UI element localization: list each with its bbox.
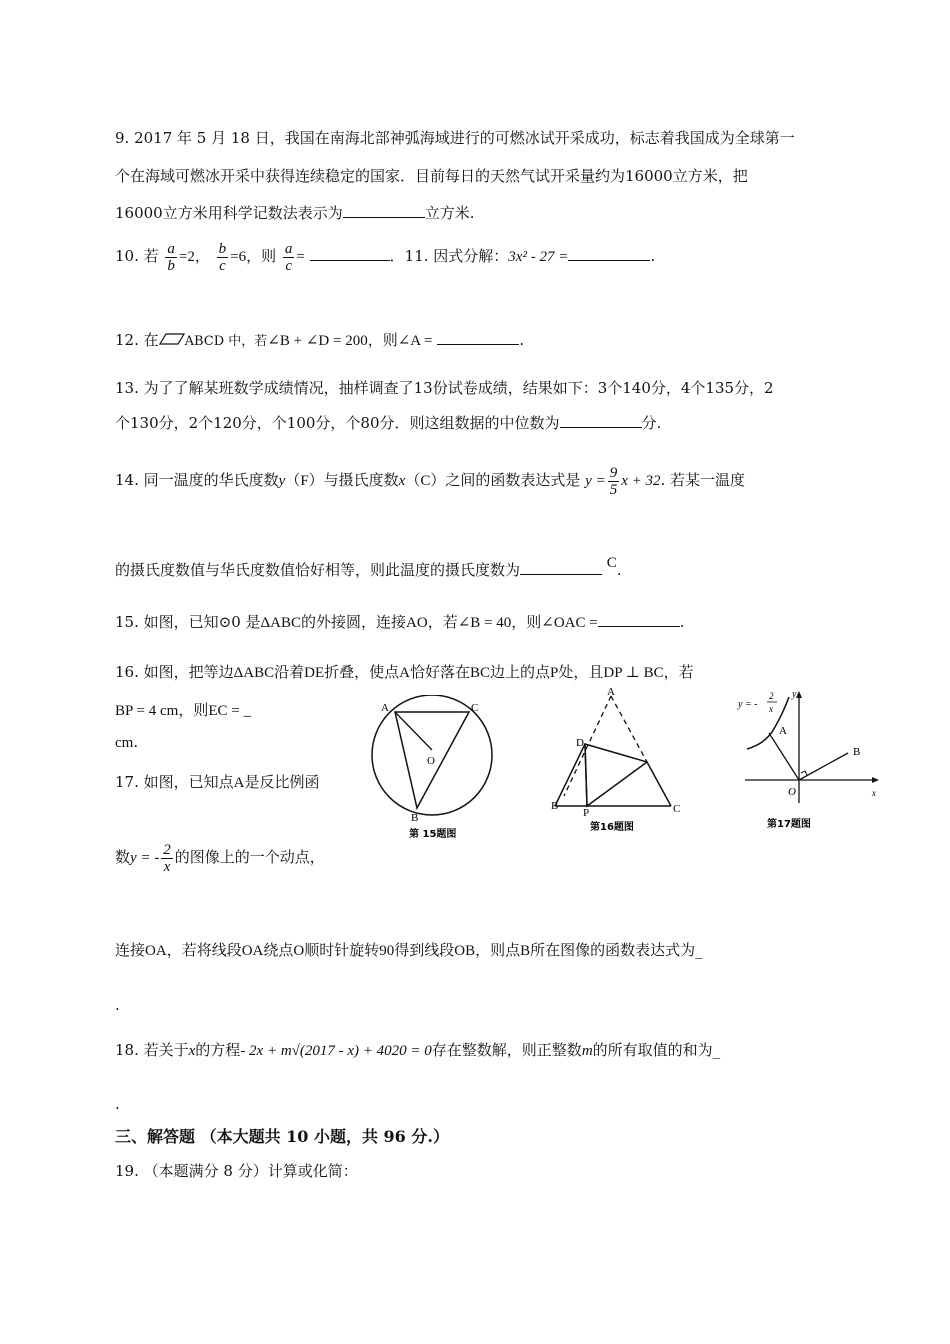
q18-a: 18. 若关于 <box>115 1041 189 1059</box>
x-axis-arrow-icon <box>872 777 879 783</box>
figure-16 <box>547 684 692 836</box>
fraction-b-over-c <box>217 241 229 274</box>
answer-blank[interactable] <box>437 330 519 345</box>
q15-e: ，若 <box>427 613 458 631</box>
label-x: x <box>872 788 876 798</box>
frac-num: a <box>167 240 175 257</box>
q17-OB: OB <box>454 943 476 959</box>
q12-angle-sum: ∠B + ∠D = 200 <box>267 333 368 349</box>
q16-m: ，若 <box>663 663 694 681</box>
q18-line <box>115 1040 720 1061</box>
q17-l3f: ，则点 <box>475 941 521 959</box>
q9-line1: 9. 2017 年 5 月 18 日，我国在南海北部神弧海域进行的可燃冰试开采成功，标志着我国成为全球第一 <box>115 129 795 147</box>
folded-triangle <box>585 744 647 806</box>
q15-AO: AO <box>406 615 428 631</box>
label-A: A <box>779 725 787 737</box>
label-D: D <box>576 737 584 749</box>
label-y: y <box>792 689 797 700</box>
q13-line1: 13. 为了了解某班数学成绩情况，抽样调查了13份试卷成绩，结果如下：3个140分，4个135分，2 <box>115 379 774 397</box>
q9-line3 <box>115 203 475 223</box>
q16-line3 <box>115 732 138 753</box>
q16-P: P <box>550 665 559 681</box>
q16-bp: BP = 4 cm <box>115 703 179 719</box>
y-axis-arrow-icon <box>796 691 802 698</box>
label-A: A <box>607 686 615 698</box>
q10-eq1: =2 <box>178 249 195 265</box>
frac-den: x <box>163 858 171 875</box>
q12-b: ABCD 中，若 <box>184 334 268 349</box>
segment-ec <box>647 762 671 806</box>
q16-DE: DE <box>304 665 325 681</box>
segment-oa <box>769 733 799 780</box>
func-lhs: y = - <box>738 699 758 710</box>
q16-i: 边上的点 <box>490 663 551 681</box>
fraction-9-over-5 <box>608 465 620 498</box>
q16-end: . <box>133 733 139 751</box>
frac-num: b <box>218 240 227 257</box>
label-B: B <box>551 800 559 812</box>
q18-dot: . <box>115 1095 120 1113</box>
q16-k: 处，且 <box>558 663 604 681</box>
segment-ao <box>395 712 432 750</box>
label-B: B <box>411 812 419 824</box>
q17-B: B <box>520 943 531 959</box>
answer-blank[interactable] <box>310 246 390 261</box>
q15-angle-b: ∠B = 40 <box>457 615 512 631</box>
segment-ob <box>799 753 848 780</box>
func-den: x <box>769 704 773 714</box>
q12-a: 12. 在 <box>115 331 159 349</box>
label-C: C <box>673 803 681 815</box>
q15-end: . <box>679 613 685 631</box>
answer-blank[interactable] <box>568 246 650 261</box>
q17-OA1: OA <box>145 943 167 959</box>
q18-x: x <box>188 1043 196 1059</box>
q15-g: ，则 <box>511 613 542 631</box>
q14-unit: C <box>606 555 617 571</box>
q17-O: O <box>293 943 305 959</box>
label-B: B <box>853 746 861 758</box>
q12-end: . <box>519 331 525 349</box>
q13-line2 <box>115 413 661 433</box>
q12-d: ，则 <box>367 331 398 349</box>
frac-num: a <box>284 240 293 257</box>
q12-angle-a: ∠A = <box>397 333 433 349</box>
q17-e: 的图像上的一个动点， <box>174 848 325 866</box>
q15-c: 的外接圆，连接 <box>301 613 407 631</box>
q16-e: 折叠，使点 <box>324 663 400 681</box>
q17-c: 是反比例函 <box>244 773 320 791</box>
q13-unit: 分. <box>641 414 662 432</box>
caption-15: 第 15题图 <box>409 829 457 840</box>
frac-den: c <box>219 257 226 274</box>
q14-d: （ <box>405 471 421 489</box>
label-C: C <box>471 702 479 714</box>
q14-line2 <box>115 555 622 581</box>
section-heading: 三、解答题 （本大题共 10 小题，共 96 分.） <box>115 1127 449 1146</box>
q16-c: 沿着 <box>274 663 305 681</box>
q17-a: 17. 如图，已知点 <box>115 773 234 791</box>
q16-a: 16. 如图，把等边 <box>115 663 234 681</box>
q18-d: 的所有取值的和为_ <box>592 1041 721 1059</box>
fraction-a-over-c <box>283 241 295 274</box>
q9-line2: 个在海域可燃冰开采中获得连续稳定的国家．目前每日的天然气试开采量约为16000立方米，把 <box>115 167 748 185</box>
q17-d: 数 <box>115 848 131 866</box>
q14-a: 14. 同一温度的华氏度数 <box>115 471 279 489</box>
answer-blank[interactable] <box>560 413 642 428</box>
q16-BC: BC <box>470 665 491 681</box>
q16-perp: DP ⊥ BC <box>603 665 664 681</box>
q17-l3b: ，若将线段 <box>166 941 242 959</box>
segment-db <box>555 744 585 806</box>
q17-line1 <box>115 772 319 793</box>
q12-line <box>115 330 524 352</box>
fraction-2-over-x <box>161 842 173 875</box>
segment-dp <box>585 744 587 806</box>
q14-C: C <box>420 473 431 489</box>
q17-expr-lhs: y = - <box>130 850 160 866</box>
figure-15 <box>365 695 505 845</box>
frac-num: 9 <box>609 464 618 481</box>
q14-b: （ <box>285 471 301 489</box>
q17-dot: . <box>115 996 120 1014</box>
q18-c: 存在整数解，则正整数 <box>431 1041 582 1059</box>
caption-17: 第17题图 <box>767 819 811 830</box>
q17-deg: 90 <box>379 943 395 959</box>
q14-f: . 若某一温度 <box>660 471 746 489</box>
q17-line2 <box>115 836 325 879</box>
q14-end: . <box>616 561 622 579</box>
q16-g: 恰好落在 <box>410 663 471 681</box>
q10-then: ，则 <box>246 247 277 265</box>
label-O: O <box>788 786 796 798</box>
q11-end: . <box>650 247 656 265</box>
q15-line <box>115 612 685 633</box>
q11-expr: 3x² - 27 = <box>508 249 569 265</box>
q14-y: y <box>278 473 286 489</box>
q16-line2 <box>115 700 251 721</box>
q17-l3d: 顺时针旋转 <box>304 941 380 959</box>
fraction-a-over-b <box>165 241 177 274</box>
q14-formula-lhs: y = <box>585 473 606 489</box>
frac-den: 5 <box>609 481 618 498</box>
answer-blank[interactable] <box>343 203 425 218</box>
q16-triangle: ΔABC <box>233 665 275 681</box>
q9-line3-text: 16000立方米用科学记数法表示为 <box>115 204 343 222</box>
q9-unit: 立方米. <box>424 204 475 222</box>
right-angle-mark <box>801 771 807 775</box>
q10-eq2: =6 <box>230 249 247 265</box>
q14-x: x <box>398 473 406 489</box>
q10-eq3: = <box>296 249 305 265</box>
q17-l3g: 所在图像的函数表达式为_ <box>530 941 703 959</box>
q14-e: ）之间的函数表达式是 <box>430 471 581 489</box>
q16-line1 <box>115 662 694 683</box>
q15-triangle: ΔABC <box>260 615 302 631</box>
q19-line: 19. （本题满分 8 分）计算或化简： <box>115 1162 358 1180</box>
q17-l3a: 连接 <box>115 941 146 959</box>
q16-ec: EC = _ <box>208 703 251 719</box>
q11-label: ．11. 因式分解： <box>389 247 509 265</box>
q15-a: 15. 如图，已知⊙0 是 <box>115 613 261 631</box>
q10-line: 10. 若 $\frac{a}{b}$ =2， $\frac{b}{c}$ =6，则 $\frac{a}{c}$ = ．11. 因式分解：3x² - 27 = . <box>115 240 656 274</box>
caption-16: 第16题图 <box>590 822 634 833</box>
q14-c: ）与摄氏度数 <box>308 471 399 489</box>
parallelogram-icon <box>159 332 185 346</box>
q14-F: F <box>300 473 309 489</box>
q18-equation: - 2x + m√(2017 - x) + 4020 = 0 <box>240 1043 432 1059</box>
q18-m: m <box>581 1043 593 1059</box>
q17-A: A <box>233 775 245 791</box>
q14-line1 <box>115 458 745 503</box>
q14-line2-text: 的摄氏度数值与华氏度数值恰好相等，则此温度的摄氏度数为 <box>115 561 521 579</box>
figure-17 <box>733 685 883 835</box>
q15-angle-oac: ∠OAC = <box>541 615 598 631</box>
q16-unit: cm <box>115 735 134 751</box>
label-O: O <box>427 755 435 767</box>
q13-line2-text: 个130分，2个120分，个100分，个80分．则这组数据的中位数为 <box>115 414 560 432</box>
q10-label: 10. 若 <box>115 247 159 265</box>
frac-den: c <box>285 257 292 274</box>
label-A: A <box>381 702 389 714</box>
q16-then: ，则 <box>178 701 209 719</box>
q17-l3e: 得到线段 <box>394 941 455 959</box>
q14-formula-rhs: x + 32 <box>621 473 661 489</box>
dashed-ab <box>564 696 611 796</box>
q17-OA2: OA <box>241 943 264 959</box>
answer-blank[interactable] <box>598 612 680 627</box>
dashed-ac <box>611 696 647 762</box>
q18-b: 的方程 <box>195 1041 241 1059</box>
q17-line3 <box>115 940 703 961</box>
q16-A: A <box>399 665 410 681</box>
answer-blank[interactable] <box>520 560 602 575</box>
frac-num: 2 <box>163 841 171 858</box>
label-P: P <box>583 807 590 819</box>
func-num: 2 <box>769 691 774 701</box>
frac-den: b <box>167 257 175 274</box>
q17-l3c: 绕点 <box>263 941 294 959</box>
